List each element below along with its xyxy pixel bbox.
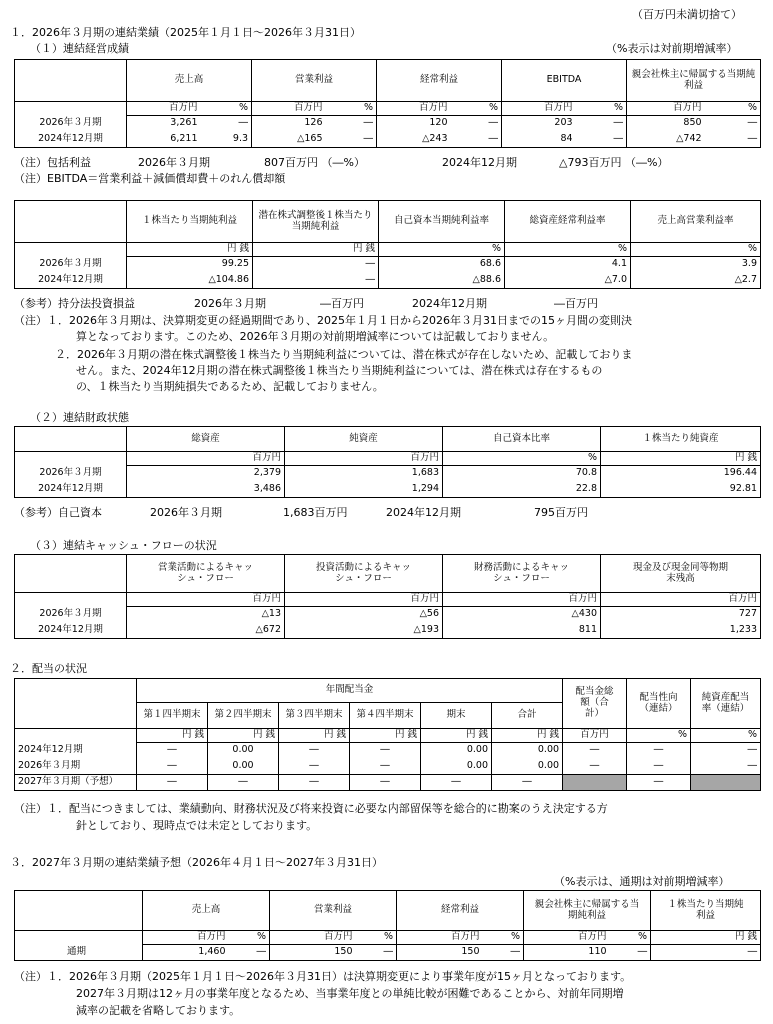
unit-cell: % — [451, 102, 502, 116]
equity-method-period-2: 2024年12月期 — [412, 297, 487, 310]
comprehensive-income-period-2: 2024年12月期 — [442, 156, 517, 169]
note-line: せん。また、2024年12月期の潜在株式調整後１株当たり当期純利益については、潜在株式は存在するもの — [76, 364, 603, 377]
value-cell: ― — [253, 273, 379, 289]
value-cell: △56 — [285, 607, 443, 623]
header-net-assets: 純資産 — [285, 427, 443, 452]
value-cell: 120 — [377, 116, 451, 132]
note-line: 算となっております。このため、2026年３月期の対前期増減率については記載しておりません。 — [76, 330, 555, 343]
header-bps: １株当たり純資産 — [601, 427, 761, 452]
self-equity-label: （参考）自己資本 — [14, 506, 102, 519]
value-cell: ― — [563, 743, 627, 759]
header-q1: 第１四半期末 — [137, 703, 208, 729]
unit-cell: 百万円 — [563, 729, 627, 743]
row-label: 2027年３月期（予想） — [15, 775, 137, 791]
value-cell: 150 — [397, 945, 483, 961]
unit-cell: 百万円 — [601, 593, 761, 607]
header-cash-end: 現金及び現金同等物期末残高 — [601, 555, 761, 593]
value-cell: △165 — [252, 132, 326, 148]
header-blank — [15, 891, 143, 931]
unit-cell: % — [326, 102, 377, 116]
equity-method-value-1: ―百万円 — [320, 297, 364, 310]
value-cell: 1,683 — [285, 466, 443, 482]
table-row — [15, 116, 761, 132]
subsection-financial-position-title: （２）連結財政状態 — [30, 411, 129, 424]
unit-cell: 百万円 — [127, 102, 201, 116]
unit-cell: 百万円 — [143, 931, 229, 945]
row-label: 2024年12月期 — [15, 273, 127, 289]
header-operating-profit: 営業利益 — [270, 891, 397, 931]
unit-cell: 円 銭 — [651, 931, 761, 945]
header-sales: 売上高 — [143, 891, 270, 931]
header-q2: 第２四半期末 — [208, 703, 279, 729]
value-cell: △13 — [127, 607, 285, 623]
value-cell: △88.6 — [379, 273, 505, 289]
table-row — [15, 482, 761, 498]
unit-cell: % — [443, 452, 601, 466]
value-cell: ― — [627, 743, 691, 759]
unit-cell: 百万円 — [285, 593, 443, 607]
header-total: 合計 — [492, 703, 563, 729]
value-cell: 70.8 — [443, 466, 601, 482]
value-cell: △672 — [127, 623, 285, 639]
header-year-end: 期末 — [421, 703, 492, 729]
value-cell: ― — [350, 759, 421, 775]
equity-method-value-2: ―百万円 — [554, 297, 598, 310]
unit-cell: 円 銭 — [127, 243, 253, 257]
value-cell: 92.81 — [601, 482, 761, 498]
header-blank — [15, 555, 127, 593]
percent-note: （%表示は対前期増減率） — [606, 42, 738, 55]
value-cell: 99.25 — [127, 257, 253, 273]
value-cell: ― — [627, 775, 691, 791]
unit-cell: 百万円 — [252, 102, 326, 116]
value-cell: ― — [421, 775, 492, 791]
value-cell: ― — [137, 775, 208, 791]
note-line: （注）１．配当につきましては、業績動向、財務状況及び将来投資に必要な内部留保等を総合的に勘案のうえ決定する方 — [14, 802, 608, 815]
header-ordinary-profit: 経常利益 — [377, 60, 502, 102]
unit-label-cell — [15, 452, 127, 466]
table-row — [15, 466, 761, 482]
value-cell: 6,211 — [127, 132, 201, 148]
value-cell: 203 — [502, 116, 576, 132]
row-label: 2026年３月期 — [15, 257, 127, 273]
forecast-percent-note: （%表示は、通期は対前期増減率） — [554, 875, 730, 888]
table-row — [15, 775, 761, 791]
value-cell: △742 — [627, 132, 705, 148]
unit-cell: % — [610, 931, 651, 945]
value-cell: ― — [627, 759, 691, 775]
unit-cell: 百万円 — [285, 452, 443, 466]
header-net-income: 親会社株主に帰属する当期純利益 — [627, 60, 761, 102]
value-cell: ― — [326, 116, 377, 132]
header-total-assets: 総資産 — [127, 427, 285, 452]
unit-cell: % — [576, 102, 627, 116]
value-cell: ― — [137, 759, 208, 775]
header-payout-ratio: 配当性向（連結） — [627, 679, 691, 729]
value-cell: ― — [201, 116, 252, 132]
unit-cell: 円 銭 — [601, 452, 761, 466]
unit-label-cell — [15, 243, 127, 257]
header-operating-margin: 売上高営業利益率 — [631, 201, 761, 243]
header-blank — [15, 427, 127, 452]
note-line: 針としており、現時点では未定としております。 — [76, 819, 318, 832]
unit-cell: % — [356, 931, 397, 945]
header-operating-cf: 営業活動によるキャッシュ・フロー — [127, 555, 285, 593]
value-cell: 0.00 — [492, 759, 563, 775]
header-blank — [15, 679, 137, 729]
subsection-cash-flow-title: （３）連結キャッシュ・フローの状況 — [30, 539, 217, 552]
unit-cell: 円 銭 — [208, 729, 279, 743]
value-cell: ― — [483, 945, 524, 961]
unit-label-cell — [15, 729, 137, 743]
value-cell: 126 — [252, 116, 326, 132]
value-cell: 1,233 — [601, 623, 761, 639]
value-cell: ― — [350, 775, 421, 791]
unit-cell: 百万円 — [397, 931, 483, 945]
value-cell: 727 — [601, 607, 761, 623]
value-cell: 150 — [270, 945, 356, 961]
unit-cell: 百万円 — [524, 931, 610, 945]
self-equity-period-1: 2026年３月期 — [150, 506, 222, 519]
value-cell: 850 — [627, 116, 705, 132]
unit-cell: % — [483, 931, 524, 945]
note-line: の、１株当たり当期純損失であるため、記載しておりません。 — [76, 380, 384, 393]
value-cell: 3,261 — [127, 116, 201, 132]
value-cell: 2,379 — [127, 466, 285, 482]
unit-cell: 百万円 — [627, 102, 705, 116]
header-total-dividend: 配当金総額（合計） — [563, 679, 627, 729]
section-3-title: ３．2027年３月期の連結業績予想（2026年４月１日～2027年３月31日） — [10, 856, 383, 869]
unit-cell: 百万円 — [502, 102, 576, 116]
table-row — [15, 759, 761, 775]
value-cell: 84 — [502, 132, 576, 148]
value-cell: ― — [279, 759, 350, 775]
row-label: 2024年12月期 — [15, 623, 127, 639]
shaded-cell — [563, 775, 627, 791]
header-roe: 自己資本当期純利益率 — [379, 201, 505, 243]
table-row — [15, 273, 761, 289]
unit-cell: 円 銭 — [421, 729, 492, 743]
header-annual-dividend: 年間配当金 — [137, 679, 563, 703]
value-cell: ― — [279, 743, 350, 759]
value-cell: △430 — [443, 607, 601, 623]
self-equity-period-2: 2024年12月期 — [386, 506, 461, 519]
value-cell: 3,486 — [127, 482, 285, 498]
value-cell: △7.0 — [505, 273, 631, 289]
value-cell: ― — [691, 759, 761, 775]
ebitda-definition-note: （注）EBITDA＝営業利益＋減価償却費＋のれん償却額 — [14, 172, 286, 185]
value-cell: ― — [610, 945, 651, 961]
row-label: 2026年３月期 — [15, 466, 127, 482]
comprehensive-income-period-1: 2026年３月期 — [138, 156, 210, 169]
note-line: （注）１．2026年３月期は、決算期変更の経過期間であり、2025年１月１日から2026年３月31日までの15ヶ月間の変則決 — [14, 314, 632, 327]
value-cell: 0.00 — [208, 759, 279, 775]
value-cell: 4.1 — [505, 257, 631, 273]
value-cell: ― — [356, 945, 397, 961]
value-cell: ― — [350, 743, 421, 759]
value-cell: △193 — [285, 623, 443, 639]
value-cell: 9.3 — [201, 132, 252, 148]
header-sales: 売上高 — [127, 60, 252, 102]
note-line: （注）１．2026年３月期（2025年１月１日～2026年３月31日）は決算期変更により事業年度が15ヶ月となっております。 — [14, 970, 632, 983]
unit-cell: 円 銭 — [137, 729, 208, 743]
unit-cell: 円 銭 — [350, 729, 421, 743]
financial-position-table — [14, 426, 761, 498]
unit-cell: 百万円 — [443, 593, 601, 607]
value-cell: ― — [576, 116, 627, 132]
unit-cell: % — [201, 102, 252, 116]
unit-cell: % — [631, 243, 761, 257]
unit-cell: % — [229, 931, 270, 945]
header-dividend-on-equity: 純資産配当率（連結） — [691, 679, 761, 729]
unit-cell: 円 銭 — [279, 729, 350, 743]
header-eps: １株当たり当期純利益 — [127, 201, 253, 243]
table-row — [15, 945, 761, 961]
header-q3: 第３四半期末 — [279, 703, 350, 729]
unit-cell: 百万円 — [270, 931, 356, 945]
unit-cell: 百万円 — [127, 593, 285, 607]
value-cell: 0.00 — [208, 743, 279, 759]
value-cell: ― — [229, 945, 270, 961]
cash-flow-table — [14, 554, 761, 639]
equity-method-period-1: 2026年３月期 — [194, 297, 266, 310]
unit-cell: 百万円 — [377, 102, 451, 116]
header-q4: 第４四半期末 — [350, 703, 421, 729]
value-cell: △2.7 — [631, 273, 761, 289]
value-cell: ― — [563, 759, 627, 775]
unit-cell: 円 銭 — [253, 243, 379, 257]
comprehensive-income-label: （注）包括利益 — [14, 156, 91, 169]
value-cell: ― — [691, 743, 761, 759]
unit-label-cell — [15, 593, 127, 607]
value-cell: △104.86 — [127, 273, 253, 289]
unit-note: （百万円未満切捨て） — [632, 8, 742, 21]
value-cell: 1,294 — [285, 482, 443, 498]
shaded-cell — [691, 775, 761, 791]
section-1-title: １．2026年３月期の連結業績（2025年１月１日～2026年３月31日） — [10, 26, 361, 39]
dividends-table — [14, 678, 761, 791]
value-cell: ― — [576, 132, 627, 148]
value-cell: △243 — [377, 132, 451, 148]
value-cell: ― — [651, 945, 761, 961]
value-cell: 22.8 — [443, 482, 601, 498]
row-label: 2026年３月期 — [15, 116, 127, 132]
unit-cell: 百万円 — [127, 452, 285, 466]
table-row — [15, 257, 761, 273]
row-label: 2026年３月期 — [15, 759, 137, 775]
subsection-operating-results-title: （１）連結経営成績 — [30, 42, 129, 55]
header-net-income: 親会社株主に帰属する当期純利益 — [524, 891, 651, 931]
header-equity-ratio: 自己資本比率 — [443, 427, 601, 452]
note-line: 2027年３月期は12ヶ月の事業年度となるため、当事業年度との単純比較が困難であることから、対前年同期増 — [76, 987, 624, 1000]
table-row — [15, 607, 761, 623]
unit-cell: % — [379, 243, 505, 257]
self-equity-value-2: 795百万円 — [534, 506, 588, 519]
value-cell: 68.6 — [379, 257, 505, 273]
value-cell: ― — [705, 116, 761, 132]
value-cell: ― — [492, 775, 563, 791]
unit-cell: % — [505, 243, 631, 257]
section-2-title: ２．配当の状況 — [10, 662, 87, 675]
note-line: 減率の記載を省略しております。 — [76, 1004, 241, 1017]
unit-cell: % — [627, 729, 691, 743]
per-share-ratios-table — [14, 200, 761, 289]
forecast-table — [14, 890, 761, 961]
header-ebitda: EBITDA — [502, 60, 627, 102]
value-cell: 0.00 — [421, 759, 492, 775]
row-label: 通期 — [15, 945, 143, 961]
value-cell: 0.00 — [421, 743, 492, 759]
self-equity-value-1: 1,683百万円 — [283, 506, 348, 519]
value-cell: 0.00 — [492, 743, 563, 759]
value-cell: ― — [279, 775, 350, 791]
table-row — [15, 132, 761, 148]
row-label: 2026年３月期 — [15, 607, 127, 623]
unit-cell: 円 銭 — [492, 729, 563, 743]
equity-method-label: （参考）持分法投資損益 — [14, 297, 135, 310]
header-diluted-eps: 潜在株式調整後１株当たり当期純利益 — [253, 201, 379, 243]
value-cell: 1,460 — [143, 945, 229, 961]
note-line: ２．2026年３月期の潜在株式調整後１株当たり当期純利益については、潜在株式が存在しないため、記載しておりま — [55, 348, 633, 361]
value-cell: ― — [137, 743, 208, 759]
row-label: 2024年12月期 — [15, 482, 127, 498]
header-operating-profit: 営業利益 — [252, 60, 377, 102]
unit-cell: % — [705, 102, 761, 116]
unit-label-cell — [15, 102, 127, 116]
value-cell: ― — [208, 775, 279, 791]
header-blank — [15, 60, 127, 102]
header-blank — [15, 201, 127, 243]
operating-results-table — [14, 59, 761, 148]
value-cell: ― — [326, 132, 377, 148]
value-cell: 3.9 — [631, 257, 761, 273]
value-cell: ― — [253, 257, 379, 273]
value-cell: 196.44 — [601, 466, 761, 482]
header-financing-cf: 財務活動によるキャッシュ・フロー — [443, 555, 601, 593]
header-eps: １株当たり当期純利益 — [651, 891, 761, 931]
value-cell: ― — [451, 132, 502, 148]
comprehensive-income-value-1: 807百万円 （―%） — [264, 156, 365, 169]
header-investing-cf: 投資活動によるキャッシュ・フロー — [285, 555, 443, 593]
table-row — [15, 623, 761, 639]
unit-cell: % — [691, 729, 761, 743]
row-label: 2024年12月期 — [15, 743, 137, 759]
row-label: 2024年12月期 — [15, 132, 127, 148]
value-cell: 110 — [524, 945, 610, 961]
header-ordinary-profit: 経常利益 — [397, 891, 524, 931]
value-cell: ― — [705, 132, 761, 148]
table-row — [15, 743, 761, 759]
comprehensive-income-value-2: △793百万円 （―%） — [559, 156, 669, 169]
value-cell: 811 — [443, 623, 601, 639]
value-cell: ― — [451, 116, 502, 132]
unit-label-cell — [15, 931, 143, 945]
header-roa: 総資産経常利益率 — [505, 201, 631, 243]
